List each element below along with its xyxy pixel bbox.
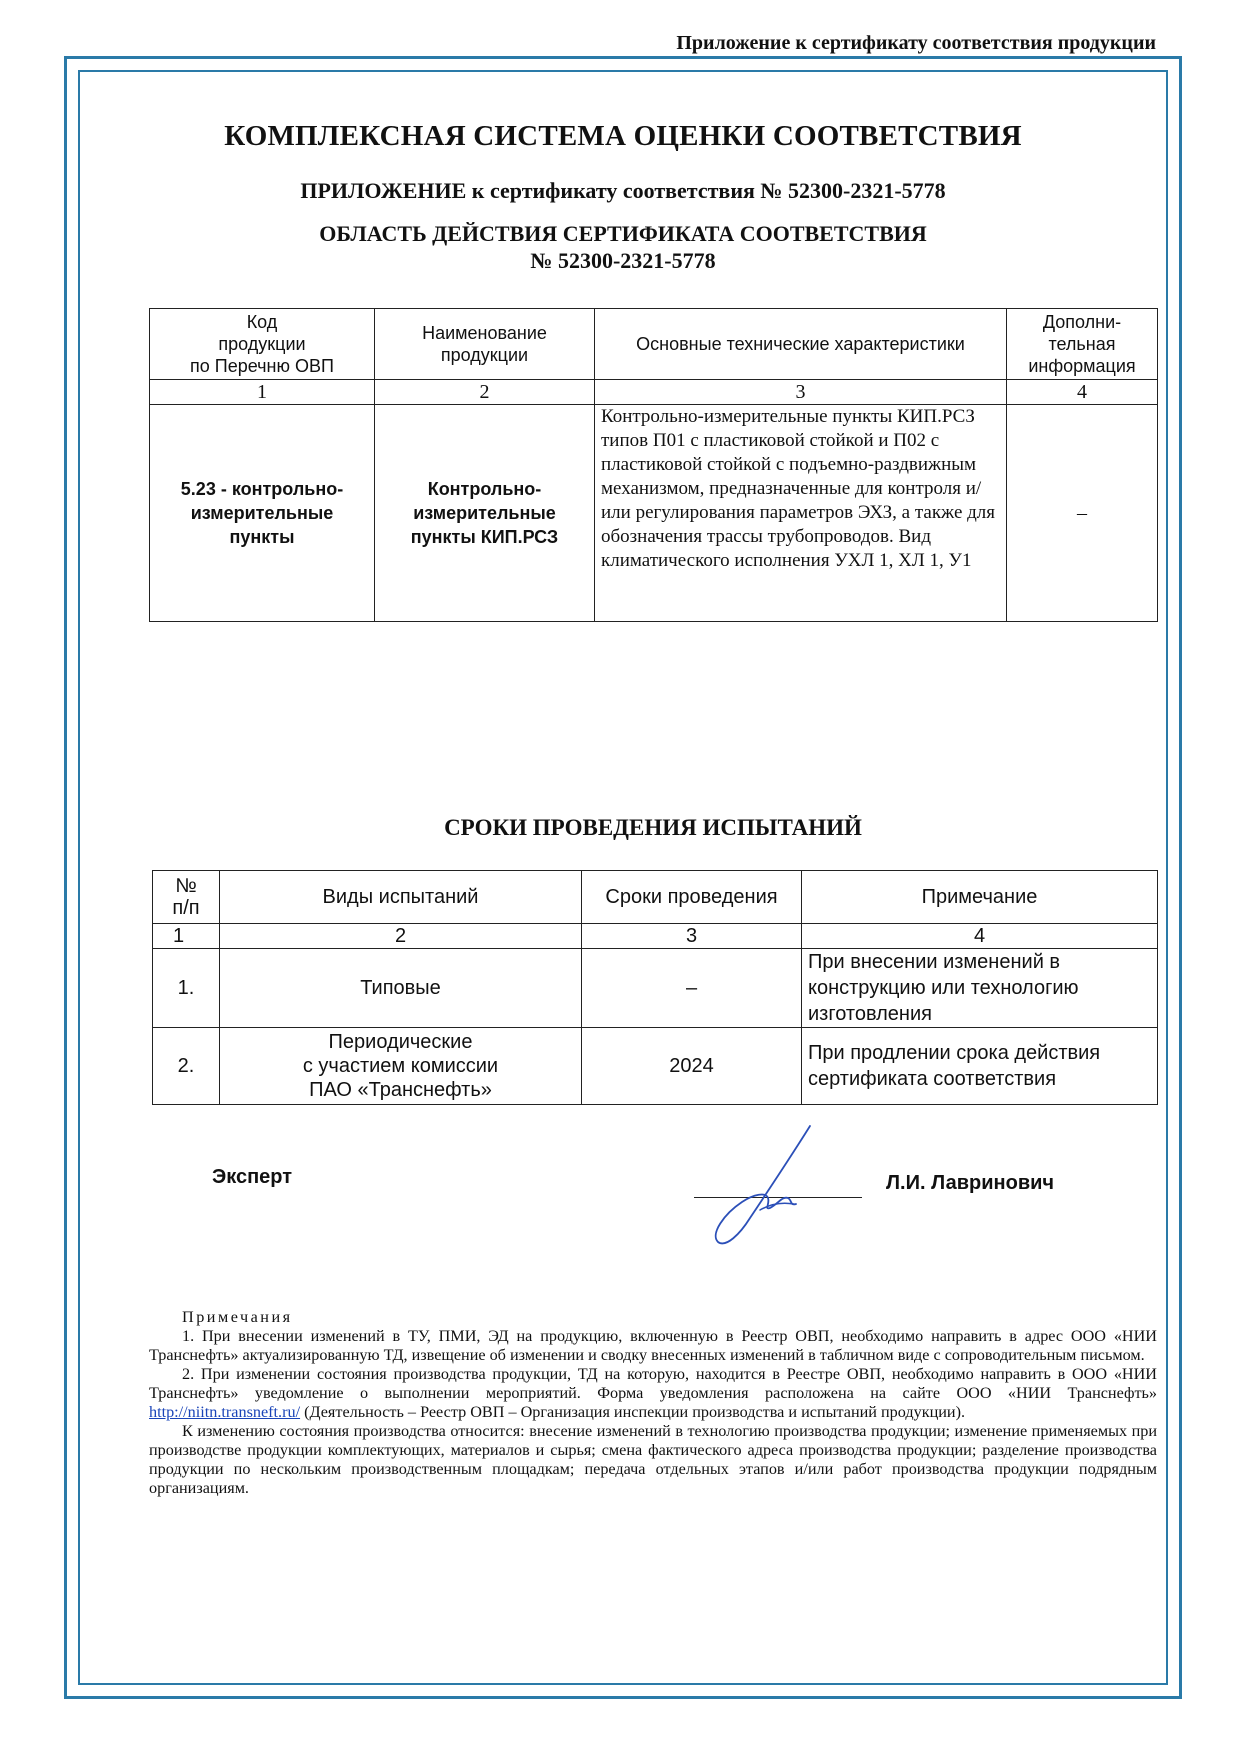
tests-title: СРОКИ ПРОВЕДЕНИЯ ИСПЫТАНИЙ <box>444 815 862 840</box>
col-number: 3 <box>595 380 1007 405</box>
test-note: При продлении срока действия сертификата соответствия <box>802 1028 1158 1105</box>
notes-section <box>149 1308 1157 1498</box>
document-title: КОМПЛЕКСНАЯ СИСТЕМА ОЦЕНКИ СООТВЕТСТВИЯ <box>224 120 1022 152</box>
scope-title-line2: № 52300-2321-5778 <box>530 248 716 273</box>
table-row <box>153 949 1158 1028</box>
test-term: – <box>582 949 802 1028</box>
header-name: Наименование продукции <box>375 309 595 380</box>
expert-name: Л.И. Лавринович <box>886 1172 1055 1194</box>
header-additional: Дополни- тельная информация <box>1007 309 1158 380</box>
header-test-type: Виды испытаний <box>220 871 582 924</box>
test-type: Периодические с участием комиссии ПАО «Транснефть» <box>220 1028 582 1105</box>
note-1: 1. При внесении изменений в ТУ, ПМИ, ЭД на продукцию, включенную в Реестр ОВП, необходимо направить в адрес ООО «НИИ Транснефть» актуализированную ТД, извещение об изменении и сводку внесенных изменений в табличном виде с сопроводительным письмом. <box>149 1327 1157 1364</box>
test-type: Типовые <box>220 949 582 1028</box>
col-number: 2 <box>375 380 595 405</box>
table-row <box>150 405 1158 622</box>
note-2-text: 2. При изменении состояния производства продукции, ТД на которую, находится в Реестре ОВП, необходимо направить в ООО «НИИ Транснефть» уведомление о выполнении мероприятий. Форма уведомления расположена на сайте ООО «НИИ Транснефть» <box>149 1365 1157 1402</box>
note-2 <box>149 1365 1157 1422</box>
signature-icon <box>690 1118 830 1258</box>
note-3: К изменению состояния производства относится: внесение изменений в технологию производства продукции; изменение применяемых при производстве продукции комплектующих, материалов и сырья; смена фактического адреса производства продукции; разделение производства продукции по нескольким производственным площадкам; передача отдельных этапов и/или работ производства продукции подрядным организациям. <box>149 1422 1157 1497</box>
header-num: № п/п <box>153 871 220 924</box>
col-number: 1 <box>153 924 220 949</box>
product-code: 5.23 - контрольно- измерительные пункты <box>150 405 375 622</box>
scope-title <box>78 220 1168 274</box>
header-code: Код продукции по Перечню ОВП <box>150 309 375 380</box>
header-spec: Основные технические характеристики <box>595 309 1007 380</box>
col-number: 1 <box>150 380 375 405</box>
header-note: Примечание <box>802 871 1158 924</box>
test-num: 1. <box>153 949 220 1028</box>
col-number: 4 <box>1007 380 1158 405</box>
note-2-text-end: (Деятельность – Реестр ОВП – Организация инспекции производства и испытаний продукции). <box>300 1403 966 1421</box>
notes-title: Примечания <box>182 1308 293 1326</box>
product-spec: Контрольно-измерительные пункты КИП.РСЗ типов П01 с пластиковой стойкой и П02 с пластиковой стойкой с подъемно-раздвижным механизмом, предназначенные для контроля и/или регулирования параметров ЭХЗ, а также для обозначения трассы трубопроводов. Вид климатического исполнения УХЛ 1, ХЛ 1, У1 <box>595 405 1007 622</box>
product-name: Контрольно- измерительные пункты КИП.РСЗ <box>375 405 595 622</box>
product-additional: – <box>1007 405 1158 622</box>
test-note: При внесении изменений в конструкцию или технологию изготовления <box>802 949 1158 1028</box>
col-number: 4 <box>802 924 1158 949</box>
col-number: 3 <box>582 924 802 949</box>
niitn-link[interactable]: http://niitn.transneft.ru/ <box>149 1403 301 1421</box>
header-term: Сроки проведения <box>582 871 802 924</box>
header-note: Приложение к сертификату соответствия продукции <box>676 32 1156 54</box>
product-table <box>149 308 1158 622</box>
expert-label: Эксперт <box>212 1166 293 1188</box>
test-term: 2024 <box>582 1028 802 1105</box>
appendix-title: ПРИЛОЖЕНИЕ к сертификату соответствия № 52300-2321-5778 <box>300 178 946 203</box>
col-number: 2 <box>220 924 582 949</box>
tests-table <box>152 870 1158 1105</box>
scope-title-line1: ОБЛАСТЬ ДЕЙСТВИЯ СЕРТИФИКАТА СООТВЕТСТВИЯ <box>319 221 927 246</box>
table-row <box>153 1028 1158 1105</box>
test-num: 2. <box>153 1028 220 1105</box>
